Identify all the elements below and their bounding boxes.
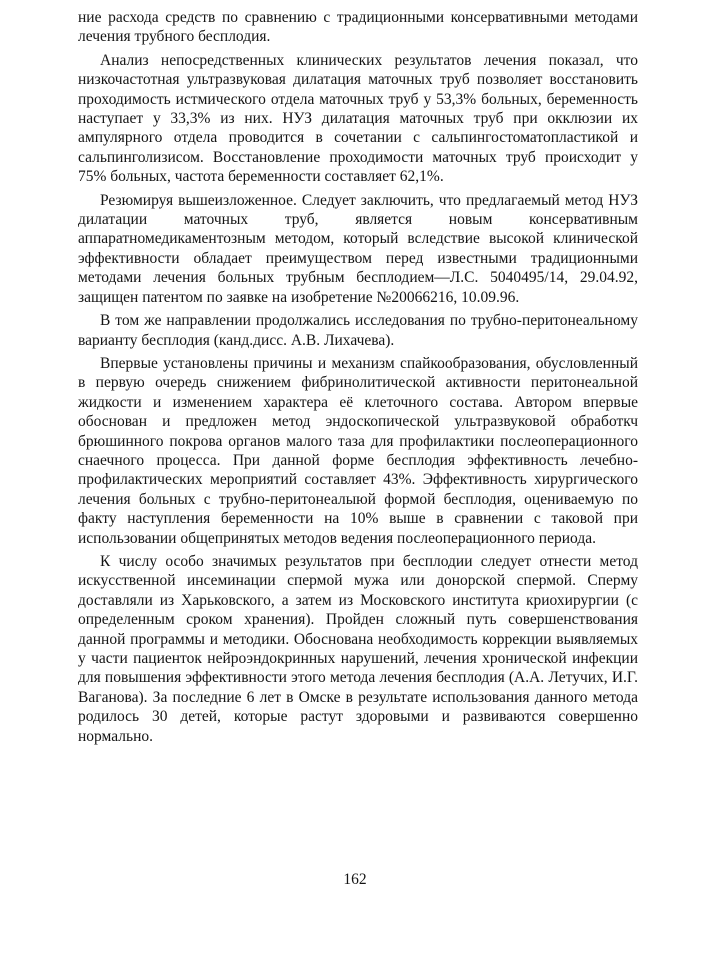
- paragraph-continuation: ние расхода средств по сравнению с традиционными консервативными методами лечения трубного бесплодия.: [78, 9, 638, 46]
- paragraph-clinical-results: Анализ непосредственных клинических результатов лечения показал, что низкочастотная ультразвуковая дилатация маточных труб позволяет восстановить проходимость истмического отдела маточных труб у 53,3% больных, беременность наступает у 33,3% из них. НУЗ дилатация маточных труб при окклюзии их ампулярного отдела проводится в сочетании с сальпингостоматопластикой и сальпинголизисом. Восстановление проходимости маточных труб происходит у 75% больных, частота беременности составляет 62,1%.: [78, 51, 638, 186]
- page-number: 162: [343, 871, 367, 888]
- paragraph-summary: Резюмируя вышеизложенное. Следует заключить, что предлагаемый метод НУЗ дилатации маточных труб, является новым консервативным аппаратномедикаментозным методом, который вследствие высокой клинической эффективности обладает преимуществом перед известными традиционными методами лечения больных трубным бесплодием—Л.С. 5040495/14, 29.04.92, защищен патентом по заявке на изобретение №20066216, 10.09.96.: [78, 191, 638, 306]
- paragraph-adhesion-mechanism: Впервые установлены причины и механизм спайкообразования, обусловленный в первую очередь снижением фибринолитической активности перитонеальной жидкости и изменением характера её клеточного состава. Автором впервые обоснован и предложен метод эндоскопической ультразвуковой обработкч брюшинного покрова органов малого таза для профилактики послеоперационного снаечного процесса. При данной форме бесплодия эффективность лечебно-профилактических мероприятий составляет 43%. Эффективность хирургического лечения больных с трубно-перитонеалыюй формой бесплодия, оцениваемую по факту наступления беременности на 10% выше в сравнении с таковой при использовании общепринятых методов ведения послеоперационного периода.: [78, 354, 638, 547]
- paragraph-tubo-peritoneal-research: В том же направлении продолжались исследования по трубно-перитонеальному варианту бесплодия (канд.дисс. А.В. Лихачева).: [78, 312, 638, 349]
- paragraph-insemination: К числу особо значимых результатов при бесплодии следует отнести метод искусственной инсеминации спермой мужа или донорской спермой. Сперму доставляли из Харьковского, а затем из Московского института криохирургии (с определенным сроком хранения). Пройден сложный путь совершенствования данной программы и методики. Обоснована необходимость коррекции выявляемых у части пациенток нейроэндокринных нарушений, лечения хронической инфекции для повышения эффективности этого метода лечения бесплодия (А.А. Летучих, И.Г. Ваганова). За последние 6 лет в Омске в результате использования данного метода родилось 30 детей, которые растут здоровыми и развиваются совершенно нормально.: [78, 552, 638, 745]
- body-text: [78, 8, 638, 750]
